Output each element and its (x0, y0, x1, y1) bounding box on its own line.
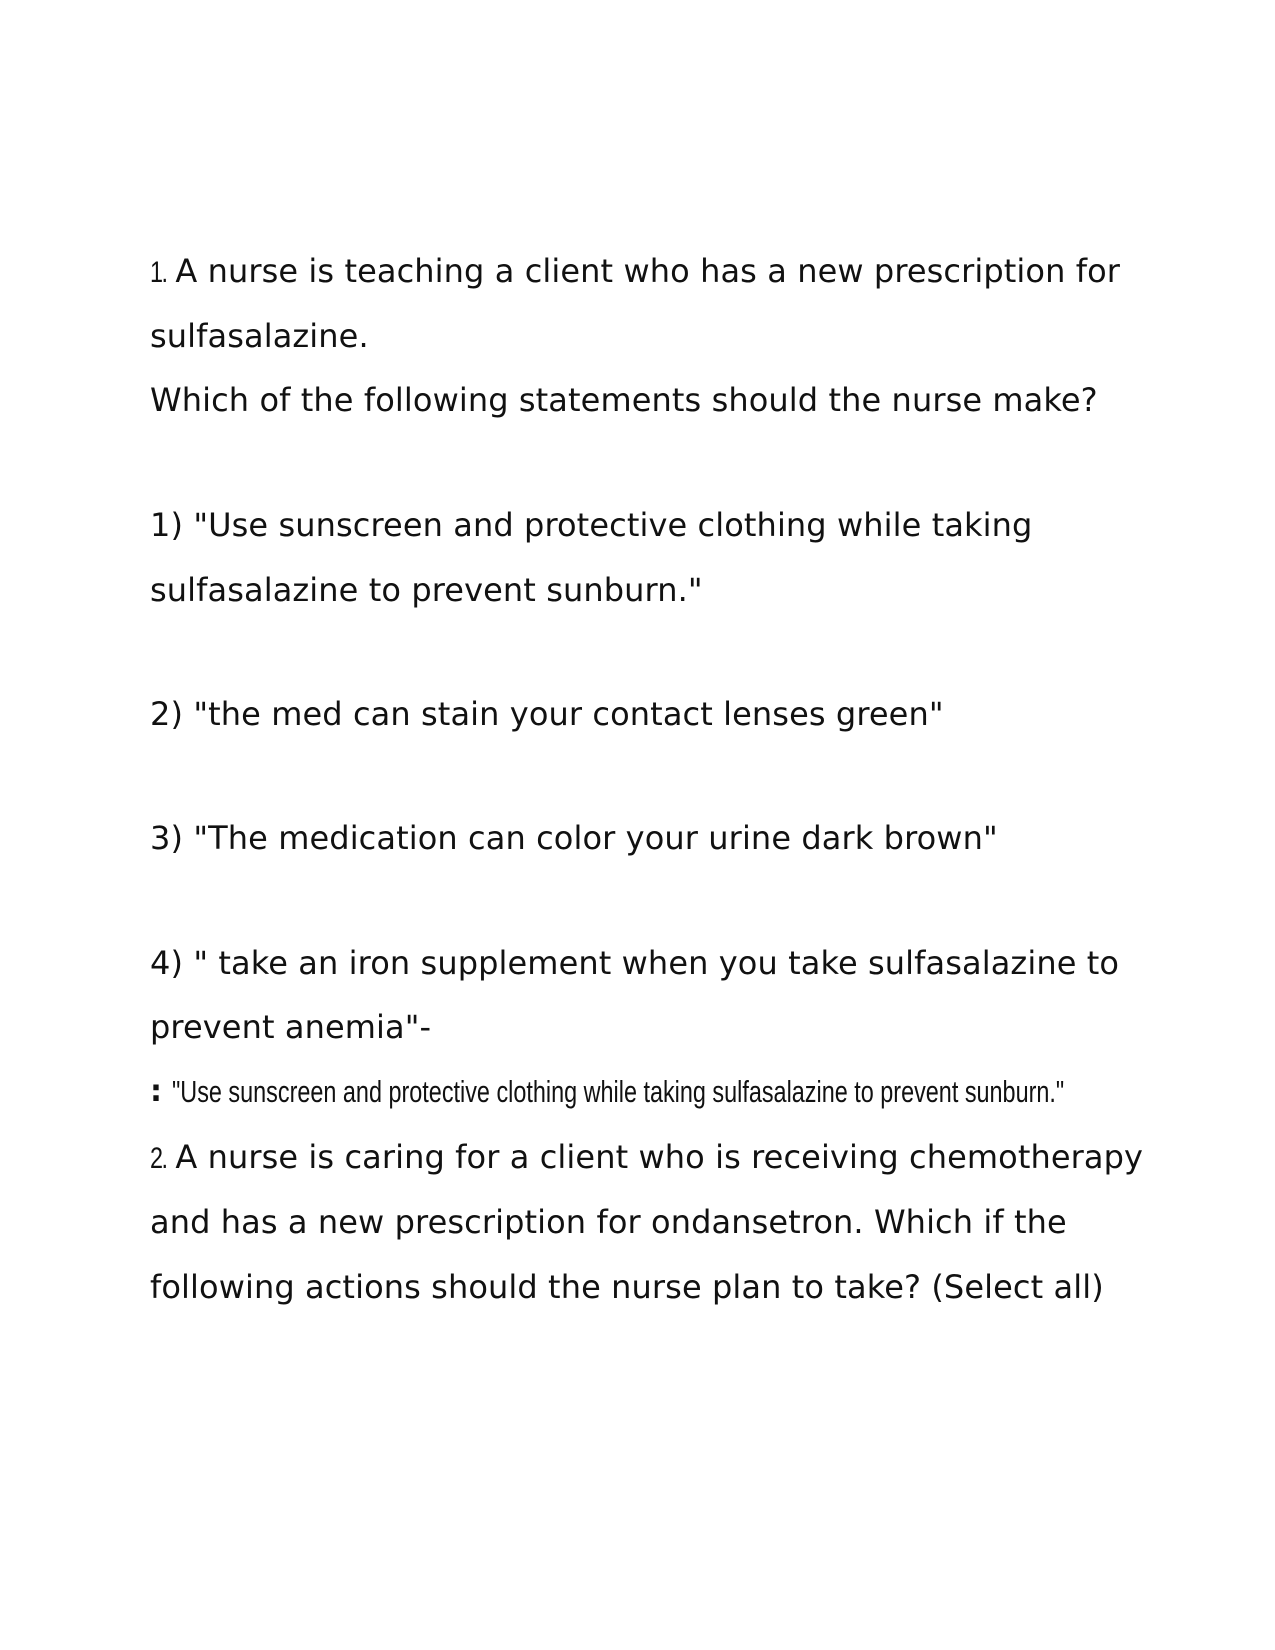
option-1-line-2: sulfasalazine to prevent sunburn." (150, 571, 703, 609)
answer-marker: : (150, 1074, 162, 1109)
question-2-stem-line-2: and has a new prescription for ondansetron. Which if the (150, 1203, 1067, 1241)
option-3-line-1: 3) "The medication can color your urine dark brown" (150, 819, 998, 857)
question-1-stem-line-2: sulfasalazine. (150, 317, 369, 355)
question-1-stem-line-1 (150, 251, 1120, 293)
option-2-line-1: 2) "the med can stain your contact lenses green" (150, 695, 944, 733)
question-1-number: 1. (150, 256, 167, 289)
question-2-stem-line-3: following actions should the nurse plan to take? (Select all) (150, 1268, 1104, 1306)
question-1-stem-line-3: Which of the following statements should the nurse make? (150, 381, 1098, 419)
option-1-line-1: 1) "Use sunscreen and protective clothing while taking (150, 506, 1033, 544)
question-2-stem-text-1: A nurse is caring for a client who is receiving chemotherapy (175, 1138, 1144, 1176)
question-2-number: 2. (150, 1142, 167, 1175)
option-4-line-1: 4) " take an iron supplement when you take sulfasalazine to (150, 944, 1120, 982)
question-2-stem-line-1 (150, 1137, 1143, 1179)
question-1-answer (150, 1072, 1275, 1112)
question-1-stem-text-1: A nurse is teaching a client who has a new prescription for (175, 252, 1121, 290)
answer-text: "Use sunscreen and protective clothing while taking sulfasalazine to prevent sunburn." (172, 1074, 1065, 1109)
option-4-line-2: prevent anemia"- (150, 1008, 432, 1046)
